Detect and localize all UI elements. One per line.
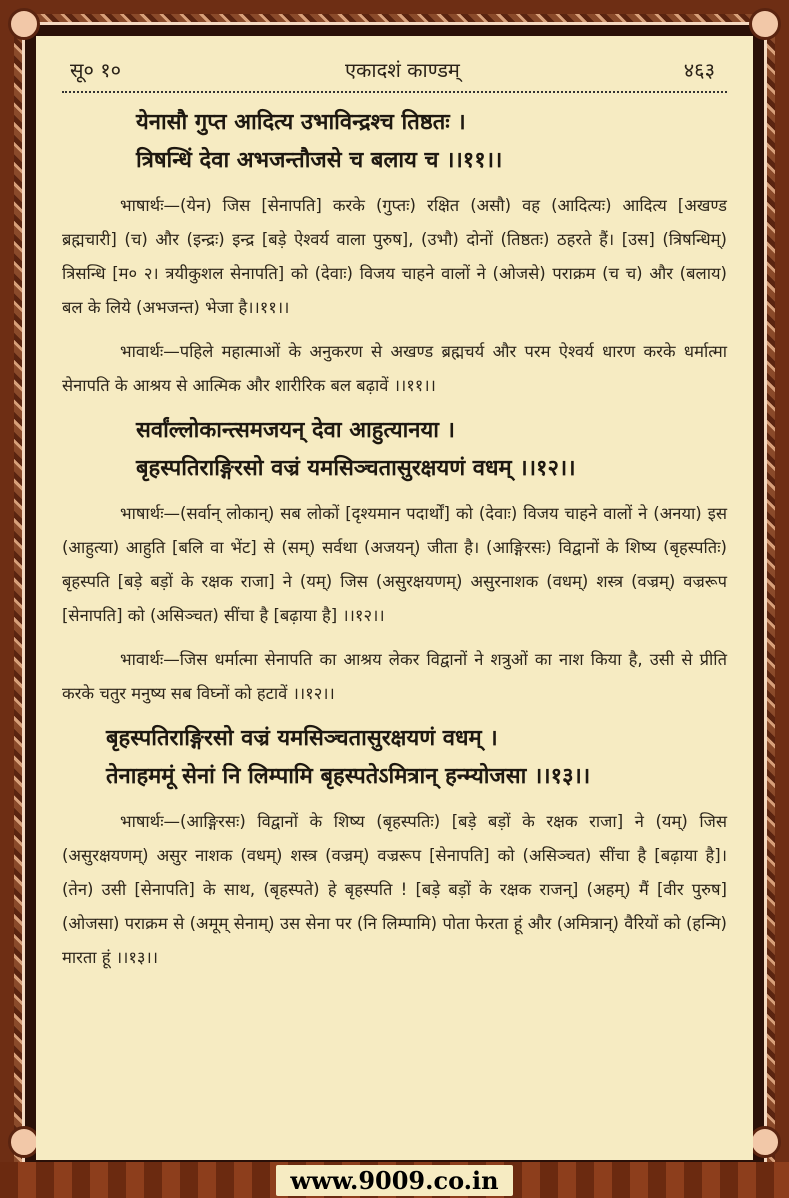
book-page bbox=[36, 36, 753, 1160]
verse-11-line-1: येनासौ गुप्त आदित्य उभाविन्द्रश्च तिष्ठतः । bbox=[136, 109, 466, 135]
verse-12-line-2: बृहस्पतिराङ्गिरसो वज्रं यमसिञ्चतासुरक्षयणं वधम् ।।१२।। bbox=[136, 455, 576, 481]
sukta-number: सू० १० bbox=[70, 58, 122, 82]
website-url: www.9009.co.in bbox=[276, 1165, 512, 1196]
corner-ornament-icon bbox=[749, 1126, 781, 1158]
header-divider bbox=[62, 91, 727, 93]
bhashartha-13: भाषार्थः—(आङ्गिरसः) विद्वानों के शिष्य (बृहस्पतिः) [बड़े बड़ों के रक्षक राजा] ने (यम्) जिस (असुरक्षयणम्) असुर नाशक (वधम्) शस्त्र (वज्रम्) वज्ररूप [सेनापति] को (असिञ्चत) सींचा है [बढ़ाया है]। (तेन) उसी [सेनापति] के साथ, (बृहस्पते) हे बृहस्पति ! [बड़े बड़ों के रक्षक राजन्] (अहम्) मैं [वीर पुरुष] (ओजसा) पराक्रम से (अमूम् सेनाम्) उस सेना पर (नि लिम्पामि) पोता फेरता हूं और (अमित्रान्) वैरियों को (हन्मि) मारता हूं ।।१३।। bbox=[62, 812, 727, 967]
verse-13-line-2: तेनाहममूं सेनां नि लिम्पामि बृहस्पतेऽमित्रान् हन्म्योजसा ।।१३।। bbox=[106, 763, 591, 789]
page-number: ४६३ bbox=[683, 58, 715, 82]
bhavartha-12: भावार्थः—जिस धर्मात्मा सेनापति का आश्रय लेकर विद्वानों ने शत्रुओं का नाश किया है, उसी से प्रीति करके चतुर मनुष्य सब विघ्नों को हटावें ।।१२।। bbox=[62, 650, 727, 703]
corner-ornament-icon bbox=[749, 8, 781, 40]
verse-12-line-1: सर्वांल्लोकान्त्समजयन् देवा आहुत्यानया । bbox=[136, 417, 455, 443]
verse-13-line-1: बृहस्पतिराङ्गिरसो वज्रं यमसिञ्चतासुरक्षयणं वधम् । bbox=[106, 725, 498, 751]
verse-11-line-2: त्रिषन्धिं देवा अभजन्तौजसे च बलाय च ।।११।। bbox=[136, 147, 503, 173]
page-header bbox=[62, 50, 727, 91]
footer-banner bbox=[0, 1162, 789, 1198]
bhashartha-12: भाषार्थः—(सर्वान् लोकान्) सब लोकों [दृश्यमान पदार्थों] को (देवाः) विजय चाहने वालों ने (अनया) इस (आहुत्या) आहुति [बलि वा भेंट] से (सम्) सर्वथा (अजयन्) जीता है। (आङ्गिरसः) विद्वानों के शिष्य (बृहस्पतिः) बृहस्पति [बड़े बड़ों के रक्षक राजा] ने (यम्) जिस (असुरक्षयणम्) असुरनाशक (वधम्) शस्त्र (वज्रम्) वज्ररूप [सेनापति] को (असिञ्चत) सींचा है [बढ़ाया है] ।।१२।। bbox=[62, 504, 727, 625]
kanda-title: एकादशं काण्डम् bbox=[344, 58, 460, 82]
bhashartha-11: भाषार्थः—(येन) जिस [सेनापति] करके (गुप्तः) रक्षित (असौ) वह (आदित्यः) आदित्य [अखण्ड ब्रह्मचारी] (च) और (इन्द्रः) इन्द्र [बड़े ऐश्वर्य वाला पुरुष], (उभौ) दोनों (तिष्ठतः) ठहरते हैं। [उस] (त्रिषन्धिम्) त्रिसन्धि [म० २। त्रयीकुशल सेनापति] को (देवाः) विजय चाहने वालों ने (ओजसे) पराक्रम (च च) और (बलाय) बल के लिये (अभजन्त) भेजा है।।११।। bbox=[62, 196, 727, 317]
bhavartha-11: भावार्थः—पहिले महात्माओं के अनुकरण से अखण्ड ब्रह्मचर्य और परम ऐश्वर्य धारण करके धर्मात्मा सेनापति के आश्रय से आत्मिक और शारीरिक बल बढ़ावें ।।११।। bbox=[62, 342, 727, 395]
